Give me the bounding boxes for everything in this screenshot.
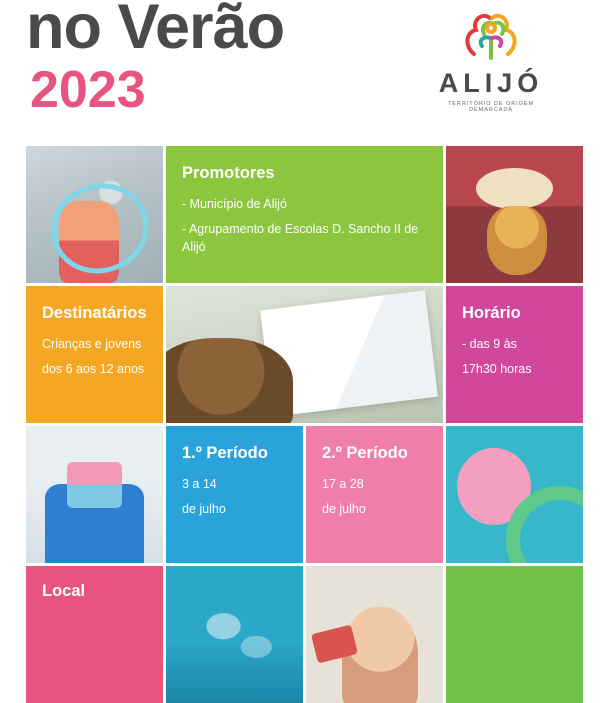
logo-tagline: TERRITÓRIO DE ORIGEM DEMARCADA bbox=[447, 101, 535, 113]
card-periodo-1-line-2: de julho bbox=[182, 501, 226, 516]
card-periodo-1 bbox=[166, 426, 303, 563]
card-horario-line-1: - das 9 às bbox=[462, 336, 517, 351]
card-horario-title: Horário bbox=[462, 304, 521, 322]
card-destinatarios bbox=[26, 286, 163, 423]
child-reading-book-photo bbox=[166, 286, 443, 423]
card-periodo-2-title: 2.º Período bbox=[322, 444, 408, 462]
content-grid bbox=[26, 146, 574, 703]
card-promotores-line-2: - Agrupamento de Escolas D. Sancho II de Alijó bbox=[182, 221, 419, 255]
card-bottom-green bbox=[446, 566, 583, 703]
alijo-logo bbox=[426, 4, 556, 113]
card-periodo-2 bbox=[306, 426, 443, 563]
card-periodo-2-line-1: 17 a 28 bbox=[322, 476, 364, 491]
card-periodo-1-line-1: 3 a 14 bbox=[182, 476, 217, 491]
logo-wordmark: ALIJÓ bbox=[438, 68, 544, 98]
page-title: no Verão bbox=[26, 0, 285, 62]
card-promotores bbox=[166, 146, 443, 283]
page-title-year: 2023 bbox=[30, 61, 146, 119]
card-destinatarios-line-1: Crianças e jovens bbox=[42, 336, 142, 351]
girl-with-ukulele-photo bbox=[446, 146, 583, 283]
card-destinatarios-line-2: dos 6 aos 12 anos bbox=[42, 361, 145, 376]
poster-header bbox=[0, 0, 600, 140]
alijo-tree-icon bbox=[454, 4, 528, 64]
card-local bbox=[26, 566, 163, 703]
child-with-hoop-photo bbox=[26, 146, 163, 283]
card-periodo-2-line-2: de julho bbox=[322, 501, 366, 516]
child-painting-photo bbox=[306, 566, 443, 703]
card-periodo-1-title: 1.º Período bbox=[182, 444, 268, 462]
swimming-pool-photo bbox=[166, 566, 303, 703]
card-horario bbox=[446, 286, 583, 423]
children-with-popsicles-photo bbox=[26, 426, 163, 563]
card-promotores-line-1: - Município de Alijó bbox=[182, 196, 287, 211]
card-promotores-title: Promotores bbox=[182, 164, 275, 182]
card-local-title: Local bbox=[42, 582, 86, 600]
card-horario-line-2: 17h30 horas bbox=[462, 361, 532, 376]
card-destinatarios-title: Destinatários bbox=[42, 304, 147, 322]
pool-floats-photo bbox=[446, 426, 583, 563]
